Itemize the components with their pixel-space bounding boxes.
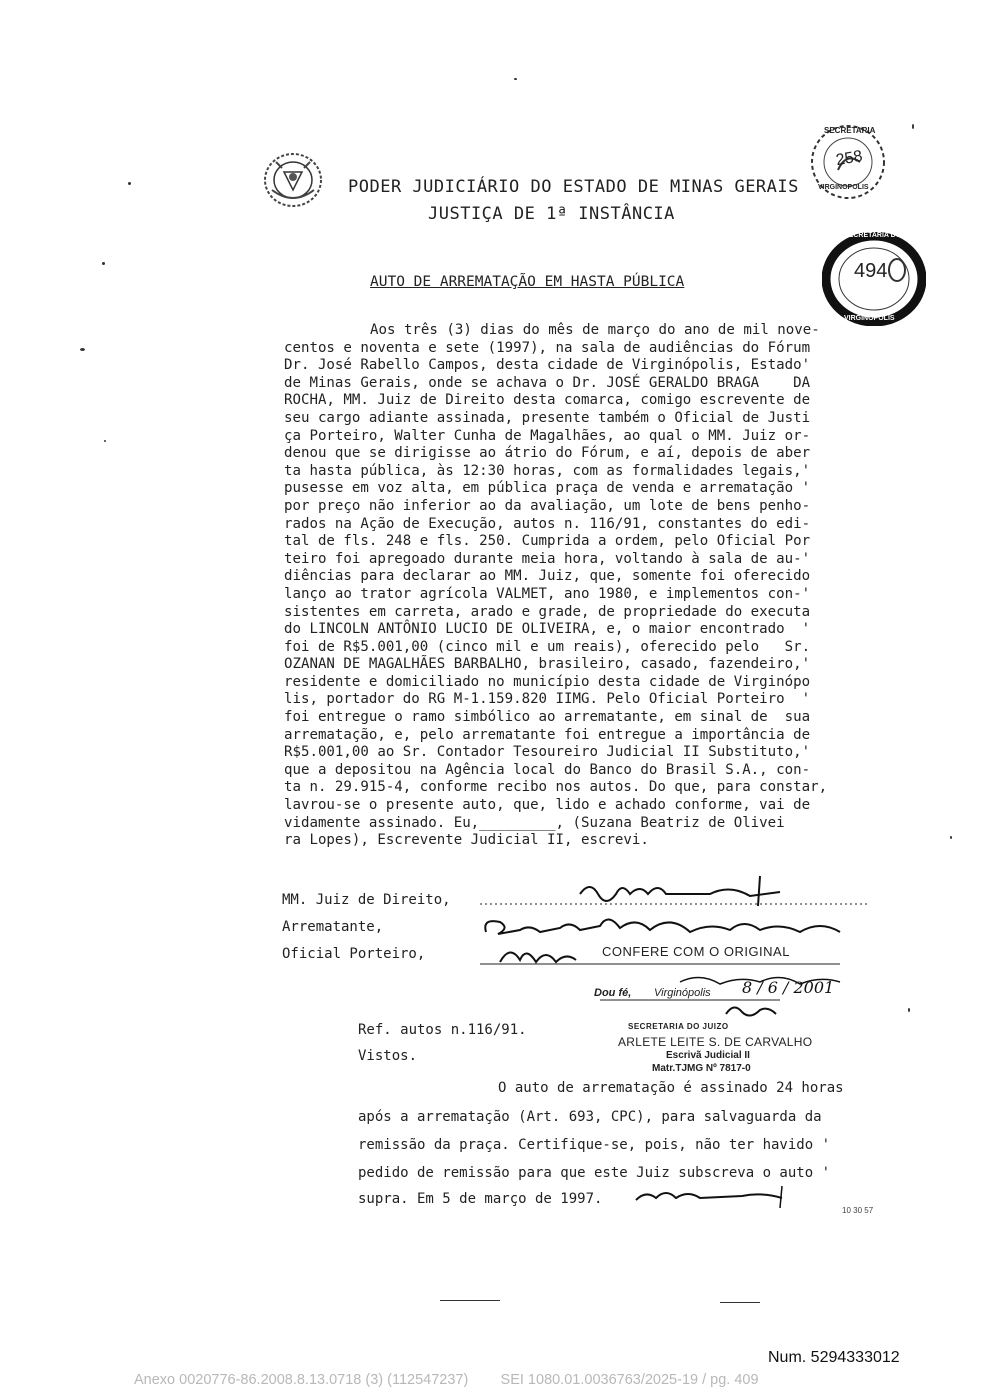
clerk-name: ARLETE LEITE S. DE CARVALHO bbox=[618, 1035, 813, 1049]
scan-speck bbox=[514, 78, 517, 80]
clerk-initial-signature bbox=[720, 1000, 780, 1024]
dispatch-small-mark: 10 30 57 bbox=[842, 1206, 874, 1215]
body-line: OZANAN DE MAGALHÃES BARBALHO, brasileiro, casado, fazendeiro,' bbox=[284, 656, 811, 673]
scan-speck bbox=[80, 348, 85, 351]
document-title: AUTO DE ARREMATAÇÃO EM HASTA PÚBLICA bbox=[370, 274, 685, 290]
coat-of-arms-emblem bbox=[262, 150, 324, 210]
header-court-name: PODER JUDICIÁRIO DO ESTADO DE MINAS GERAIS bbox=[348, 177, 799, 197]
scan-speck bbox=[104, 440, 106, 442]
body-text bbox=[284, 322, 827, 850]
body-line: ta n. 29.915-4, conforme recibo nos autos. Do que, para constar, bbox=[284, 779, 828, 796]
scan-speck bbox=[440, 1300, 500, 1301]
body-line: teiro foi apregoado durante meia hora, voltando à sala de au-' bbox=[284, 550, 811, 567]
body-line: centos e noventa e sete (1997), na sala de audiências do Fórum bbox=[284, 339, 811, 356]
body-line: lis, portador do RG M-1.159.820 IIMG. Pelo Oficial Porteiro ' bbox=[284, 691, 811, 708]
body-line: R$5.001,00 ao Sr. Contador Tesoureiro Judicial II Substituto,' bbox=[284, 744, 811, 761]
stamp-second-bottom: VIRGINOPOLIS bbox=[844, 315, 895, 322]
scan-speck bbox=[912, 124, 914, 129]
judge-signature-label: MM. Juiz de Direito, bbox=[282, 892, 451, 908]
dispatch-line: supra. Em 5 de março de 1997. bbox=[358, 1191, 603, 1207]
certification-date: 8 / 6 / 2001 bbox=[742, 978, 835, 997]
certification-office: SECRETARIA DO JUIZO bbox=[628, 1022, 729, 1031]
clerk-registration: Matr.TJMG Nº 7817-0 bbox=[652, 1063, 751, 1074]
document-number: Num. 5294333012 bbox=[768, 1349, 900, 1366]
body-line: de Minas Gerais, onde se achava o Dr. JOSÉ GERALDO BRAGA DA bbox=[284, 374, 811, 391]
dispatch-line: após a arrematação (Art. 693, CPC), para salvaguarda da bbox=[358, 1109, 822, 1125]
annex-reference: Anexo 0020776-86.2008.8.13.0718 (3) (112547237) SEI 1080.01.0036763/2025-19 / pg. 409 bbox=[134, 1372, 759, 1388]
body-line: ça Porteiro, Walter Cunha de Magalhães, ao qual o MM. Juiz or- bbox=[284, 427, 811, 444]
dou-fe-label: Dou fé, bbox=[594, 987, 632, 999]
body-line: rados na Ação de Execução, autos n. 116/91, constantes do edi- bbox=[284, 515, 811, 532]
scan-speck bbox=[950, 836, 952, 839]
dispatch-line: pedido de remissão para que este Juiz subscreva o auto ' bbox=[358, 1165, 831, 1181]
body-line: ta hasta pública, às 12:30 horas, com as formalidades legais,' bbox=[284, 462, 811, 479]
body-line: arrematação, e, pelo arrematante foi entregue a importância de bbox=[284, 726, 811, 743]
officer-signature-label: Oficial Porteiro, bbox=[282, 946, 426, 962]
body-line: seu cargo adiante assinada, presente também o Oficial de Justi bbox=[284, 409, 811, 426]
body-line: diências para declarar ao MM. Juiz, que, somente foi oferecido bbox=[284, 568, 811, 585]
scan-speck bbox=[128, 182, 131, 185]
body-line: sistentes em carreta, arado e grade, de propriedade do executa bbox=[284, 603, 811, 620]
body-line: denou que se dirigisse ao átrio do Fórum, e aí, depois de aber bbox=[284, 445, 811, 462]
secretaria-stamp-top bbox=[808, 122, 888, 202]
body-line: tal de fls. 248 e fls. 250. Cumprida a ordem, pelo Oficial Por bbox=[284, 533, 811, 550]
body-line: foi de R$5.001,00 (cinco mil e um reais), oferecido pelo Sr. bbox=[284, 638, 811, 655]
confere-com-original-stamp: CONFERE COM O ORIGINAL bbox=[602, 944, 790, 959]
stamp-second-number: 494 bbox=[854, 260, 888, 282]
dispatch-vistos: Vistos. bbox=[358, 1048, 418, 1064]
dispatch-line: remissão da praça. Certifique-se, pois, não ter havido ' bbox=[358, 1137, 831, 1153]
body-line: ROCHA, MM. Juiz de Direito desta comarca, comigo escrevente de bbox=[284, 392, 811, 409]
scan-speck bbox=[908, 1008, 910, 1012]
body-line: que a depositou na Agência local do Banco do Brasil S.A., con- bbox=[284, 761, 811, 778]
body-line: Aos três (3) dias do mês de março do ano de mil nove- bbox=[370, 322, 820, 338]
secretaria-stamp-second bbox=[822, 232, 926, 326]
clerk-title: Escrivã Judicial II bbox=[666, 1050, 750, 1061]
certification-city: Virginópolis bbox=[654, 987, 711, 999]
body-line: foi entregue o ramo simbólico ao arrematante, em sinal de sua bbox=[284, 709, 811, 726]
judge-dispatch-signature bbox=[632, 1180, 792, 1210]
buyer-signature-label: Arrematante, bbox=[282, 919, 384, 935]
stamp-top-bottom: VIRGINOPOLIS bbox=[818, 184, 869, 191]
body-line: lavrou-se o presente auto, que, lido e achado conforme, vai de bbox=[284, 797, 811, 814]
body-line: vidamente assinado. Eu,_________, (Suzana Beatriz de Olivei bbox=[284, 814, 785, 831]
body-line: lanço ao trator agrícola VALMET, ano 1980, e implementos con-' bbox=[284, 585, 811, 602]
body-line: por preço não inferior ao da avaliação, um lote de bens penho- bbox=[284, 497, 811, 514]
body-line: do LINCOLN ANTÔNIO LUCIO DE OLIVEIRA, e, o maior encontrado ' bbox=[284, 621, 811, 638]
stamp-top-ring: SECRETARIA bbox=[824, 126, 876, 135]
dispatch-reference: Ref. autos n.116/91. bbox=[358, 1022, 527, 1038]
scan-speck bbox=[102, 262, 105, 265]
stamp-second-ring: SECRETARIA DO JUIZO bbox=[844, 232, 924, 239]
header-instance: JUSTIÇA DE 1ª INSTÂNCIA bbox=[428, 204, 675, 224]
dispatch-line: O auto de arrematação é assinado 24 horas bbox=[498, 1080, 844, 1096]
body-line: residente e domiciliado no município desta cidade de Virginópo bbox=[284, 673, 811, 690]
body-line: pusesse em voz alta, em pública praça de venda e arrematação ' bbox=[284, 480, 811, 497]
body-line: ra Lopes), Escrevente Judicial II, escrevi. bbox=[284, 832, 649, 849]
stamp-top-number: 258 bbox=[834, 147, 864, 170]
body-line: Dr. José Rabello Campos, desta cidade de Virginópolis, Estado' bbox=[284, 357, 811, 374]
scan-speck bbox=[720, 1302, 760, 1303]
